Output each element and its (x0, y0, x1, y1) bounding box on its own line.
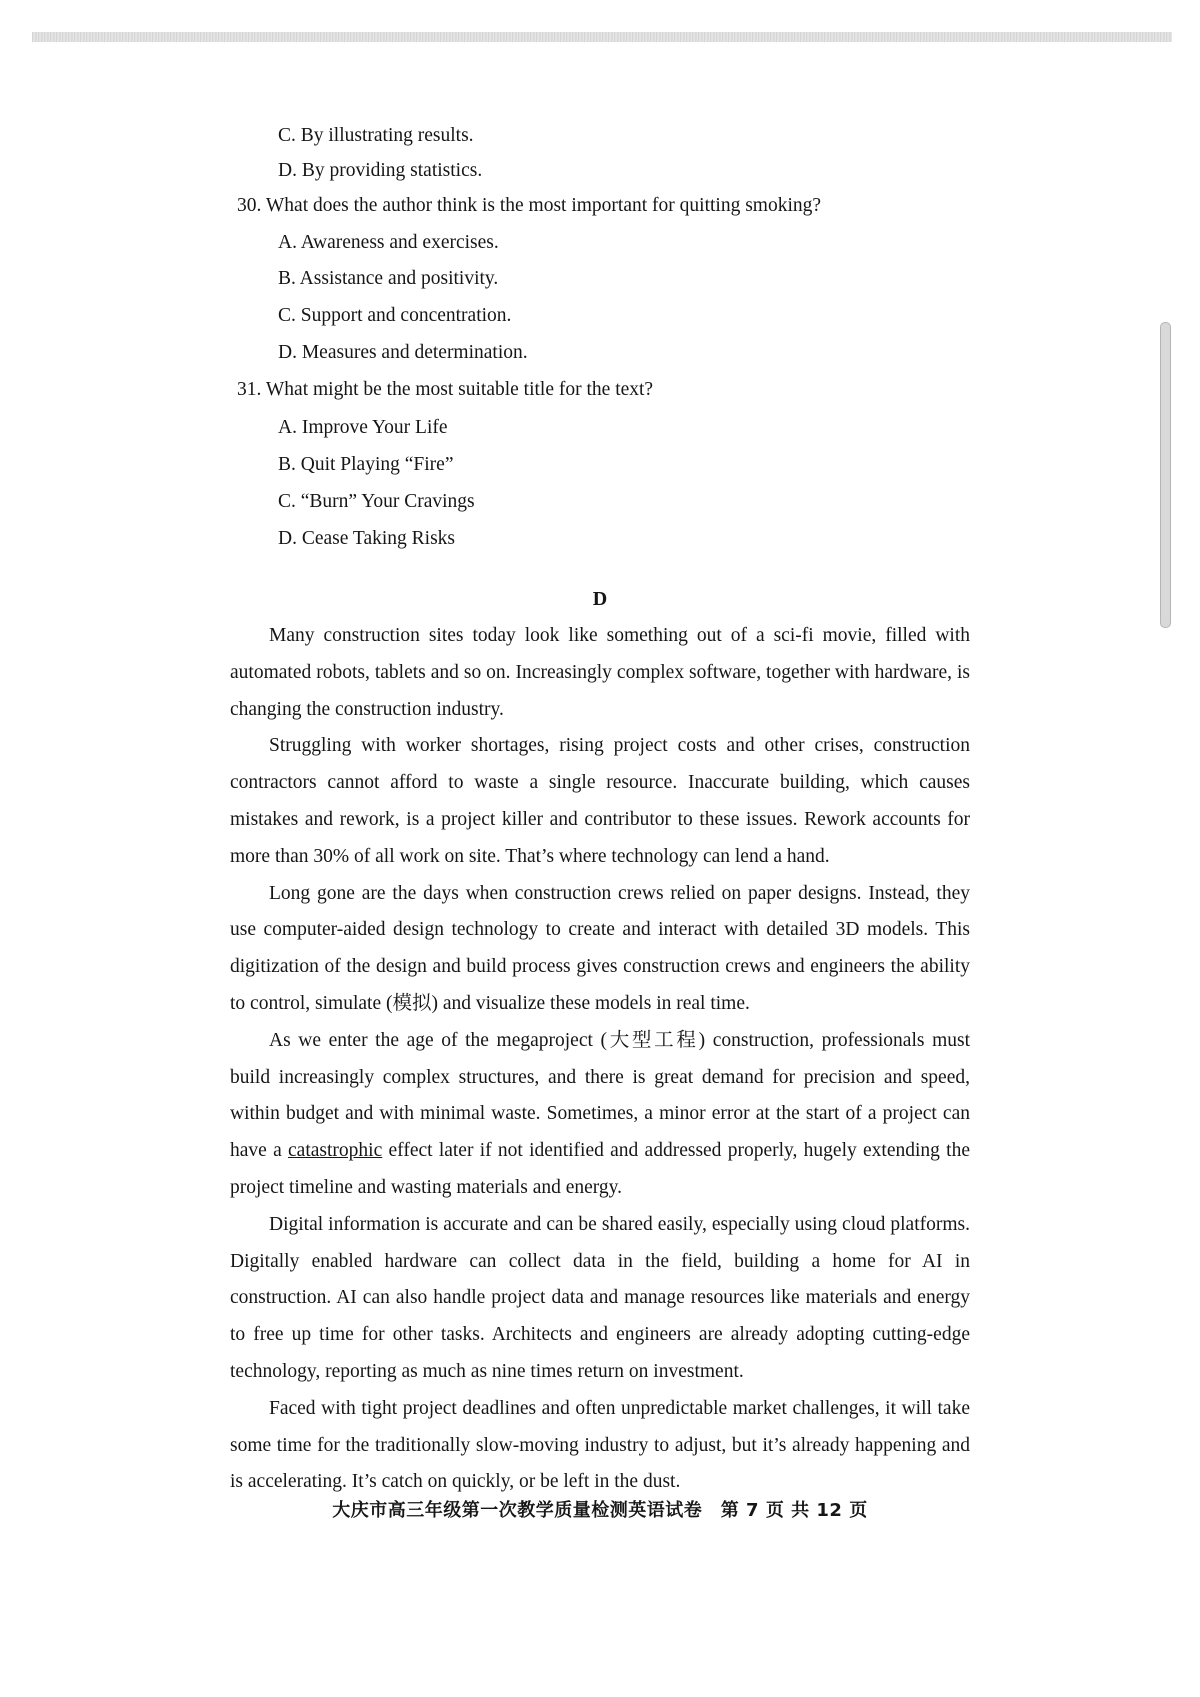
q31-option-d: D. Cease Taking Risks (278, 528, 456, 549)
q30-option-d: D. Measures and determination. (278, 342, 528, 363)
q30-option-a: A. Awareness and exercises. (278, 232, 499, 253)
q31-option-c: C. “Burn” Your Cravings (278, 491, 475, 512)
paragraph-4-lead: As we enter the age of the megaproject (大型工程) construction, professionals must build increasingly complex structures, and there is great demand for precision and speed, within budget and with minimal waste. Sometimes, a minor error at the start of a project can have a (230, 1029, 970, 1162)
q31-option-b: B. Quit Playing “Fire” (278, 454, 454, 475)
paragraph-4-tail: effect later if not identified and addressed properly, hugely extending the project timeline and wasting materials and energy. (230, 1140, 971, 1198)
q30-option-b: B. Assistance and positivity. (278, 268, 499, 289)
underlined-word-catastrophic: catastrophic (288, 1140, 383, 1162)
q31-option-a: A. Improve Your Life (278, 417, 448, 438)
q30-stem: 30. What does the author think is the most important for quitting smoking? (237, 195, 822, 216)
passage-paragraph-6: Faced with tight project deadlines and often unpredictable market challenges, it will take some time for the traditionally slow-moving industry to adjust, but it’s already happening and is accelerating. It’s catch on quickly, or be left in the dust. (230, 1397, 970, 1493)
q30-option-c: C. Support and concentration. (278, 305, 512, 326)
q31-stem: 31. What might be the most suitable title for the text? (237, 379, 654, 400)
section-d-passage (230, 618, 970, 1501)
passage-paragraph-1: Many construction sites today look like something out of a sci-fi movie, filled with automated robots, tablets and so on. Increasingly complex software, together with hardware, is changing the construction industry. (230, 625, 970, 720)
passage-paragraph-4 (230, 1023, 970, 1207)
passage-paragraph-2: Struggling with worker shortages, rising project costs and other crises, construction contractors cannot afford to waste a single resource. Inaccurate building, which causes mistakes and rework, is a project killer and contributor to these issues. Rework accounts for more than 30% of all work on site. That’s where technology can lend a hand. (230, 735, 970, 867)
passage-paragraph-3: Long gone are the days when construction crews relied on paper designs. Instead, they use computer-aided design technology to create and interact with detailed 3D models. This digitization of the design and build process gives construction crews and engineers the ability to control, simulate (模拟) and visualize these models in real time. (230, 882, 970, 1014)
q29-option-d: D. By providing statistics. (278, 160, 483, 181)
page-footer: 大庆市高三年级第一次教学质量检测英语试卷 第 7 页 共 12 页 (332, 1500, 868, 1521)
passage-paragraph-5: Digital information is accurate and can be shared easily, especially using cloud platforms. Digitally enabled hardware can collect data in the field, building a home for AI in construction. AI can also handle project data and manage resources like materials and energy to free up time for other tasks. Architects and engineers are already adopting cutting-edge technology, reporting as much as nine times return on investment. (230, 1213, 970, 1382)
q29-option-c: C. By illustrating results. (278, 125, 474, 146)
section-d-heading: D (592, 588, 608, 610)
